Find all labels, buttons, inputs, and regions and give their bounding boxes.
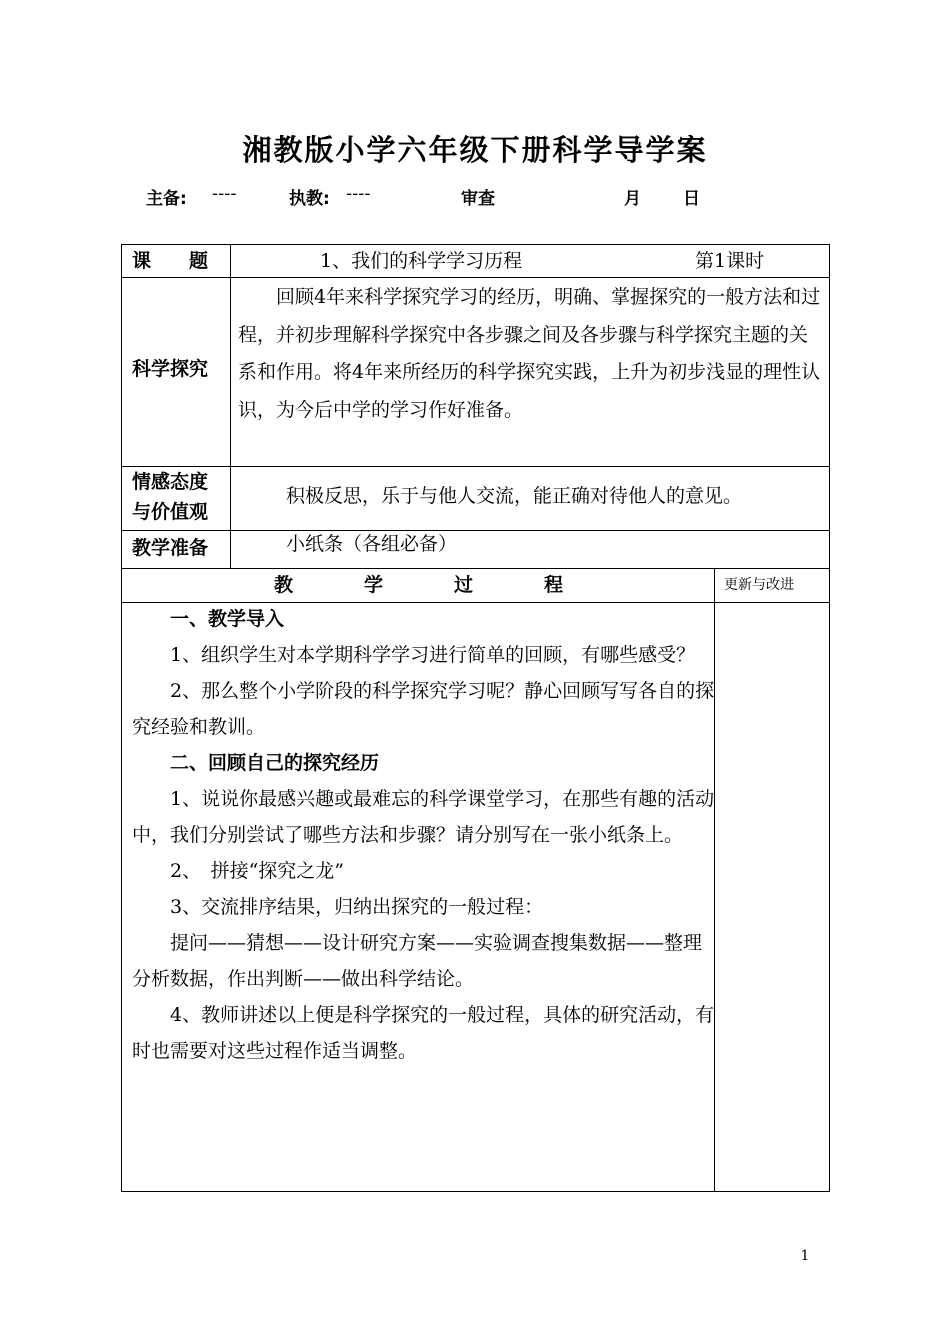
preparer-label: 主备: <box>146 189 187 209</box>
row-divider <box>122 568 829 569</box>
page-title: 湘教版小学六年级下册科学导学案 <box>242 133 708 167</box>
lesson-plan-table <box>121 244 830 1192</box>
process-header-char: 过 <box>454 574 474 596</box>
teacher-value: ---- <box>346 184 371 204</box>
month-label: 月 <box>624 189 641 209</box>
topic-value: 1、我们的科学学习历程 <box>320 250 523 272</box>
topic-label: 课 题 <box>132 250 209 272</box>
attitude-label-line1: 情感态度 <box>132 471 209 493</box>
revision-header: 更新与改进 <box>724 577 794 593</box>
process-item: 2、 拼接“探究之龙” <box>170 860 345 882</box>
process-item: 2、那么整个小学阶段的科学探究学习呢？静心回顾写写各自的探究经验和教训。 <box>132 680 715 738</box>
inquiry-text: 回顾4年来科学探究学习的经历，明确、掌握探究的一般方法和过程，并初步理解科学探究中各步骤之间及各步骤与科学探究主题的关系和作用。将4年来所经历的科学探究实践，上升为初步浅显的理性认识，为今后中学的学习作好准备。 <box>238 286 821 421</box>
process-item: 1、说说你最感兴趣或最难忘的科学课堂学习，在那些有趣的活动中，我们分别尝试了哪些方法和步骤？请分别写在一张小纸条上。 <box>132 788 715 846</box>
day-label: 日 <box>683 189 700 209</box>
prep-label: 教学准备 <box>132 537 209 559</box>
process-header-char: 教 <box>274 574 294 596</box>
section-heading: 二、回顾自己的探究经历 <box>170 752 380 774</box>
process-item: 4、教师讲述以上便是科学探究的一般过程，具体的研究活动，有时也需要对这些过程作适当调整。 <box>132 1004 715 1062</box>
teacher-label: 执教: <box>289 189 330 209</box>
process-header-char: 学 <box>364 574 384 596</box>
page-number: 1 <box>800 1248 810 1264</box>
process-item: 1、组织学生对本学期科学学习进行简单的回顾，有哪些感受？ <box>170 644 696 666</box>
row-divider <box>122 466 829 467</box>
lesson-count: 第1课时 <box>695 250 765 272</box>
row-divider <box>122 277 829 278</box>
row-divider <box>122 530 829 531</box>
column-divider <box>230 245 231 568</box>
process-item: 3、交流排序结果，归纳出探究的一般过程： <box>170 896 544 918</box>
process-flow: 提问——猜想——设计研究方案——实验调查搜集数据——整理分析数据，作出判断——做出科学结论。 <box>132 932 703 990</box>
process-body <box>132 601 716 1069</box>
prep-text: 小纸条（各组必备） <box>286 533 458 555</box>
review-label: 审查 <box>461 189 495 209</box>
attitude-label-line2: 与价值观 <box>132 501 209 523</box>
section-heading: 一、教学导入 <box>170 608 285 630</box>
inquiry-label: 科学探究 <box>132 358 209 380</box>
attitude-text: 积极反思，乐于与他人交流，能正确对待他人的意见。 <box>286 485 743 507</box>
preparer-value: ---- <box>212 184 237 204</box>
process-header-char: 程 <box>544 574 564 596</box>
